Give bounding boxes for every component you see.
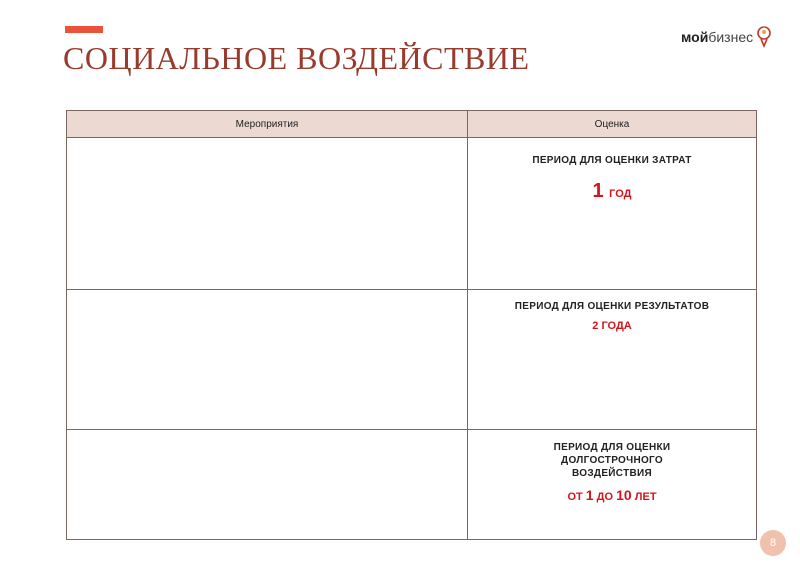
title-accent-bar [65,26,103,33]
criterion-value [468,180,756,203]
value-unit: ГОД [609,188,632,200]
value-from: 1 [585,487,594,503]
assessment-cell [468,290,757,430]
column-header-events: Мероприятия [67,111,468,138]
table-row [67,138,757,290]
assessment-cell [468,138,757,290]
assessment-cell [468,430,757,540]
value-prefix: ОТ [567,491,583,503]
logo-text-regular: бизнес [708,29,754,45]
criterion-value: 2 ГОДА [592,320,632,332]
column-header-assessment: Оценка [468,111,757,138]
table-header-row [67,111,757,138]
page-title: СОЦИАЛЬНОЕ ВОЗДЕЙСТВИЕ [63,40,530,76]
value-infix: ДО [596,491,614,503]
event-cell [67,430,468,540]
brand-logo [681,24,772,50]
logo-text [681,29,753,45]
value-unit: ЛЕТ [634,491,657,503]
criterion-value [468,487,756,503]
criterion-label: ПЕРИОД ДЛЯ ОЦЕНКИ ДОЛГОСТРОЧНОГО ВОЗДЕЙСТВИЯ [553,442,671,479]
logo-text-bold: мой [681,29,709,45]
page-number-badge: 8 [760,530,786,556]
criterion-label: ПЕРИОД ДЛЯ ОЦЕНКИ РЕЗУЛЬТАТОВ [514,301,710,312]
criterion-label: ПЕРИОД ДЛЯ ОЦЕНКИ ЗАТРАТ [532,155,692,166]
lightbulb-person-icon [756,25,772,49]
value-to: 10 [616,487,632,503]
event-cell [67,138,468,290]
table-row [67,430,757,540]
table-row [67,290,757,430]
value-number: 1 [592,180,604,202]
event-cell [67,290,468,430]
assessment-table [66,110,757,540]
